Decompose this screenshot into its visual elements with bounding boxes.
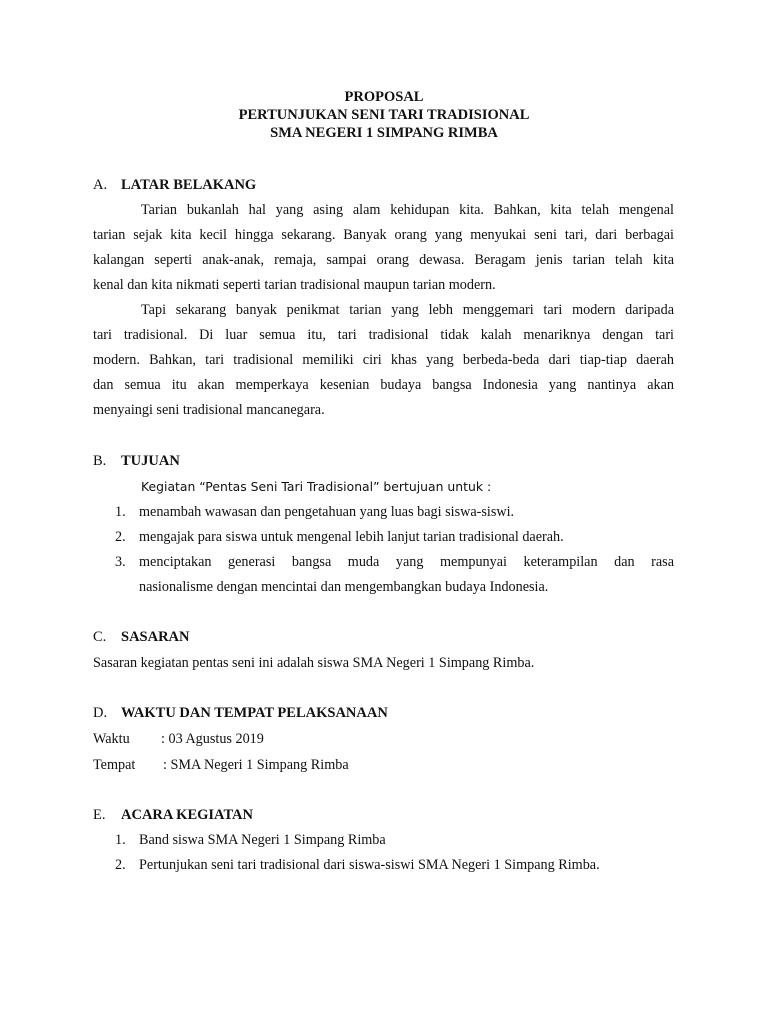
section-c-text: Sasaran kegiatan pentas seni ini adalah siswa SMA Negeri 1 Simpang Rimba. xyxy=(93,655,535,671)
section-a-p2-line: Tapi sekarang banyak penikmat tarian yang lebh menggemari tari modern daripada xyxy=(141,302,674,318)
list-item-continuation: nasionalisme dengan mencintai dan mengembangkan budaya Indonesia. xyxy=(139,579,549,595)
section-a-p1-line: kalangan seperti anak-anak, remaja, sampai orang dewasa. Beragam jenis tarian telah kita xyxy=(93,252,674,268)
section-e-heading: ACARA KEGIATAN xyxy=(121,807,253,823)
section-a-p2-line: menyaingi seni tradisional mancanegara. xyxy=(93,402,325,418)
list-number: 1. xyxy=(115,832,126,848)
list-item: Pertunjukan seni tari tradisional dari siswa-siswi SMA Negeri 1 Simpang Rimba. xyxy=(139,857,600,873)
section-c-heading: SASARAN xyxy=(121,629,190,645)
section-e-letter: E. xyxy=(93,807,106,823)
list-number: 2. xyxy=(115,857,126,873)
document-title: PROPOSAL xyxy=(344,89,424,105)
list-number: 2. xyxy=(115,529,126,545)
tempat-value: : SMA Negeri 1 Simpang Rimba xyxy=(163,757,349,773)
section-b-intro: Kegiatan “Pentas Seni Tari Tradisional” bertujuan untuk : xyxy=(141,479,492,494)
waktu-label: Waktu xyxy=(93,731,130,747)
section-a-p2-line: dan semua itu akan memperkaya kesenian budaya bangsa Indonesia yang nantinya akan xyxy=(93,377,674,393)
section-c-letter: C. xyxy=(93,629,107,645)
section-a-p1-line: tarian sejak kita kecil hingga sekarang. Banyak orang yang menyukai seni tari, dari berbagai xyxy=(93,227,674,243)
section-d-heading: WAKTU DAN TEMPAT PELAKSANAAN xyxy=(121,705,388,721)
list-item: menambah wawasan dan pengetahuan yang luas bagi siswa-siswi. xyxy=(139,504,515,520)
section-b-letter: B. xyxy=(93,453,107,469)
section-a-p2-line: modern. Bahkan, tari tradisional memiliki ciri khas yang berbeda-beda dari tiap-tiap daerah xyxy=(93,352,674,368)
tempat-label: Tempat xyxy=(93,757,136,773)
list-item: Band siswa SMA Negeri 1 Simpang Rimba xyxy=(139,832,386,848)
section-a-p2-line: tari tradisional. Di luar semua itu, tari tradisional tidak kalah menariknya dengan tari xyxy=(93,327,674,343)
section-a-p1-line: Tarian bukanlah hal yang asing alam kehidupan kita. Bahkan, kita telah mengenal xyxy=(141,202,674,218)
waktu-value: : 03 Agustus 2019 xyxy=(161,731,264,747)
section-d-letter: D. xyxy=(93,705,108,721)
document-subtitle: PERTUNJUKAN SENI TARI TRADISIONAL xyxy=(238,107,530,123)
section-a-p1-line: kenal dan kita nikmati seperti tarian tradisional maupun tarian modern. xyxy=(93,277,496,293)
list-number: 1. xyxy=(115,504,126,520)
list-item: mengajak para siswa untuk mengenal lebih lanjut tarian tradisional daerah. xyxy=(139,529,564,545)
list-number: 3. xyxy=(115,554,126,570)
list-item: menciptakan generasi bangsa muda yang mempunyai keterampilan dan rasa xyxy=(139,554,674,570)
document-school: SMA NEGERI 1 SIMPANG RIMBA xyxy=(270,125,498,141)
section-b-heading: TUJUAN xyxy=(121,453,180,469)
section-a-letter: A. xyxy=(93,177,108,193)
section-a-heading: LATAR BELAKANG xyxy=(121,177,257,193)
